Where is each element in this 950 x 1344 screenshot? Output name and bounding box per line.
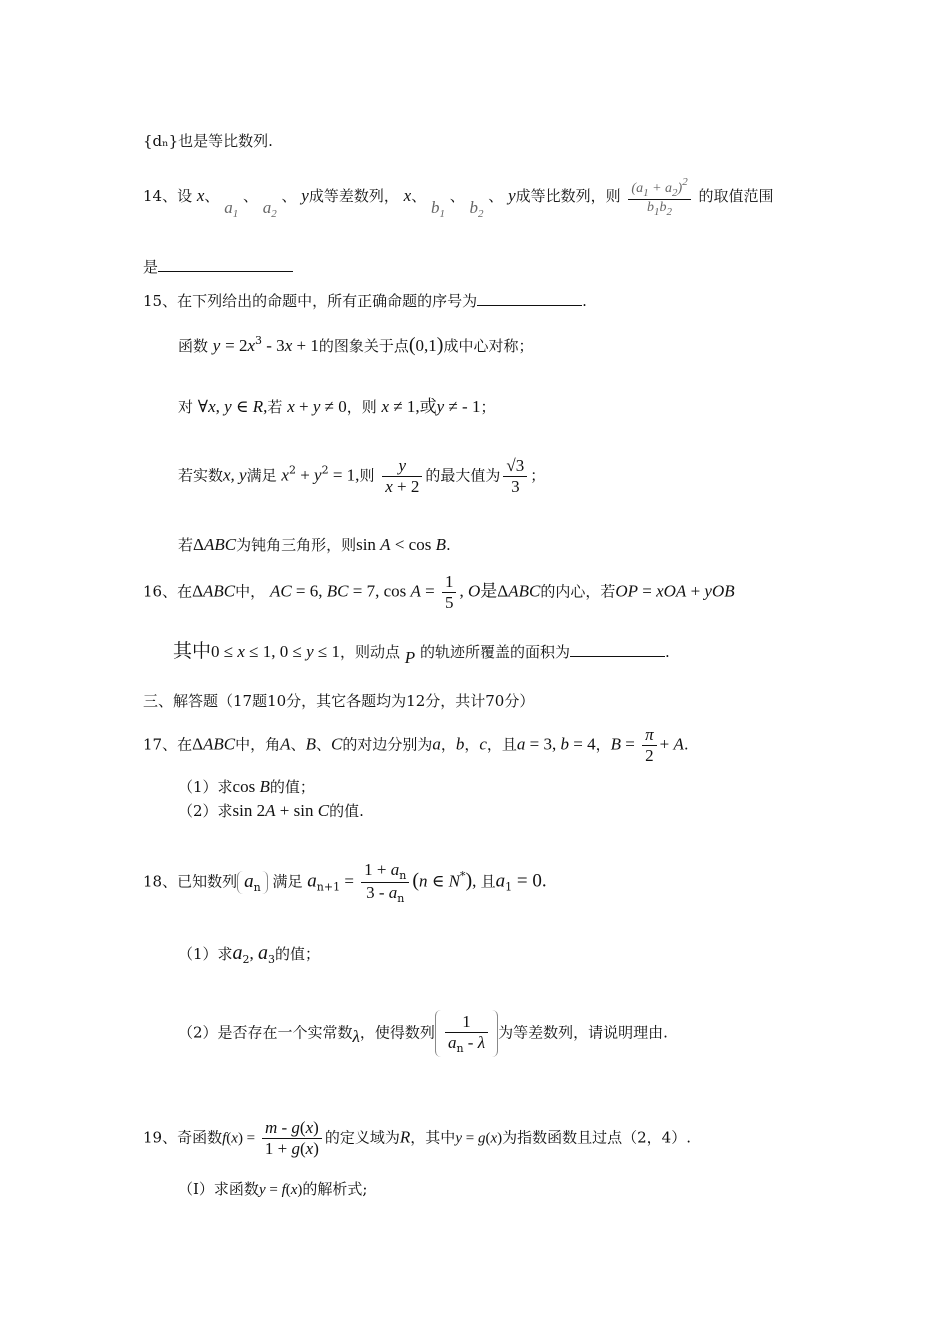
answer-blank[interactable] xyxy=(477,291,582,306)
q15-proposition-4: 若ΔABC为钝角三角形，则sin A < cos B. xyxy=(178,535,451,554)
question-17: 17、在ΔABC中，角A、B、C的对边分别为a，b，c，且a = 3, b = 4，B = $\frac{\pi}{2}$ + A. xyxy=(143,725,689,765)
question-14: 14、设 x、 $a_1$ 、 $a_2$ 、 y成等差数列， x、 $b_1$ 、 $b_2$ 、 y成等比数列，则 $\frac{(a_1 + a_2)^2}{b_1b_2}$ 的取值范围 xyxy=(143,176,774,220)
answer-blank[interactable] xyxy=(570,642,665,657)
q17-part-2: （2）求sin 2A + sin C的值. xyxy=(178,801,364,820)
question-19: 19、奇函数f(x) = $\frac{m - g(x)}{1 + g(x)}$ 的定义域为R，其中y = g(x)为指数函数且过点（2，4）. xyxy=(143,1118,691,1158)
q15-proposition-2: 对 ∀x, y ∈ R,若 x + y ≠ 0，则 x ≠ 1,或y ≠ - 1； xyxy=(178,397,496,416)
line-dn xyxy=(143,130,273,151)
q18-part-1: （1）求$a_2$, $a_3$的值； xyxy=(178,942,321,966)
q19-part-1: （Ⅰ）求函数y = f(x)的解析式; xyxy=(178,1180,368,1198)
q15-proposition-3: 若实数x, y满足 $x^2 + y^2 = 1$,则 $\frac{y}{x + 2}$ 的最大值为 $\frac{√3}{3}$ ； xyxy=(178,456,546,496)
answer-blank[interactable] xyxy=(158,257,293,272)
q16-condition-line: 其中0 ≤ x ≤ 1, 0 ≤ y ≤ 1，则动点 P 的轨迹所覆盖的面积为 . xyxy=(173,641,670,667)
q14-label: 14、设 xyxy=(143,187,193,205)
question-16: 16、在ΔABC中， AC = 6, BC = 7, cos A = $\frac{1}{5}$ , O是ΔABC的内心，若OP = xOA + yOB xyxy=(143,572,735,612)
text-dn-geometric: {dₙ}也是等比数列. xyxy=(143,132,273,150)
q17-part-1: （1）求cos B的值； xyxy=(178,777,315,796)
question-15: 15、在下列给出的命题中，所有正确命题的序号为 . xyxy=(143,292,587,310)
section-heading: 三、解答题（17题10分，其它各题均为12分，共计70分） xyxy=(143,692,535,710)
q18-part-2: （2）是否存在一个实常数λ，使得数列 $\frac{1}{a_n - \lambda}$ 为等差数列，请说明理由. xyxy=(178,1012,668,1055)
q15-proposition-1: 函数 $y = 2x^3 - 3x + 1$的图象关于点(0,1)成中心对称； xyxy=(178,334,534,356)
question-18: 18、已知数列 $a_n$ 满足 $a_{n+1}$ = $\frac{1 + a_n}{3 - a_n}$ (n ∈ N*), 且$a_1 = 0$. xyxy=(143,860,547,905)
q14-answer-line: 是 xyxy=(143,256,293,277)
